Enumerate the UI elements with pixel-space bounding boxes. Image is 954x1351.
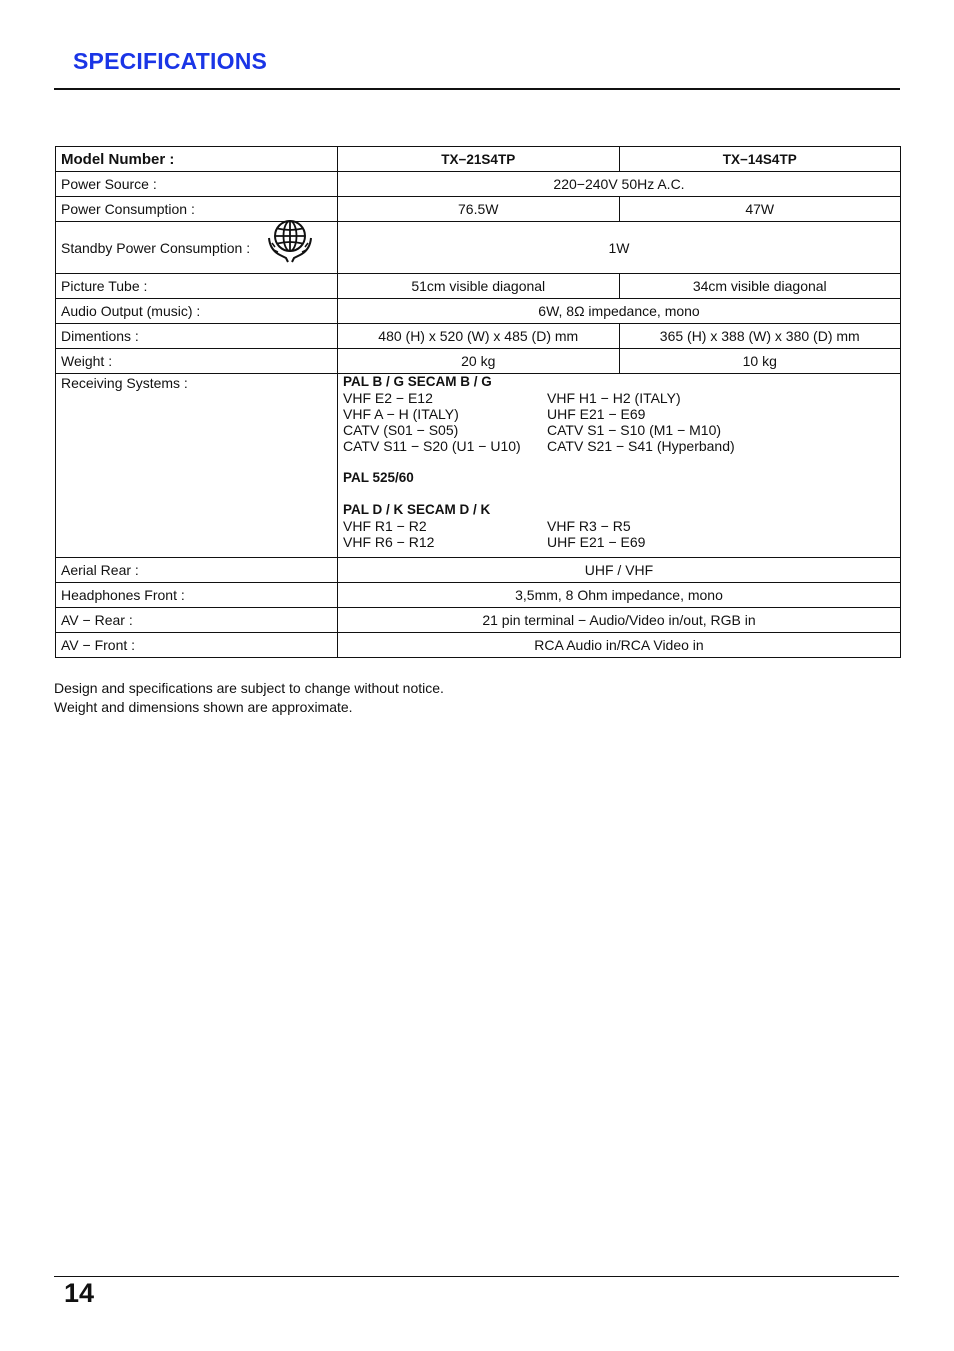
system-entry: CATV S11 − S20 (U1 − U10) bbox=[343, 438, 521, 454]
table-row-standby-power bbox=[56, 222, 901, 274]
system-group-title: PAL 525/60 bbox=[343, 470, 414, 485]
model-number-label: Model Number : bbox=[56, 147, 338, 172]
system-entry: VHF R1 − R2 bbox=[343, 518, 427, 534]
system-entry: VHF E2 − E12 bbox=[343, 390, 433, 406]
weight-label: Weight : bbox=[56, 349, 338, 374]
table-row-power-source bbox=[56, 172, 901, 197]
system-entry: VHF R6 − R12 bbox=[343, 534, 435, 550]
table-row-av-rear bbox=[56, 608, 901, 633]
table-row-weight bbox=[56, 349, 901, 374]
picture-tube-label: Picture Tube : bbox=[56, 274, 338, 299]
note-line: Weight and dimensions shown are approximate. bbox=[54, 699, 353, 715]
page-title: SPECIFICATIONS bbox=[73, 48, 268, 74]
power-consumption-b: 47W bbox=[619, 197, 901, 222]
table-row-picture-tube bbox=[56, 274, 901, 299]
system-row bbox=[343, 422, 895, 438]
standby-power-label: Standby Power Consumption : bbox=[61, 239, 251, 256]
system-entry: VHF R3 − R5 bbox=[547, 518, 631, 534]
dimentions-label: Dimentions : bbox=[56, 324, 338, 349]
dimentions-b: 365 (H) x 388 (W) x 380 (D) mm bbox=[619, 324, 901, 349]
standby-power-cell bbox=[56, 222, 338, 274]
dimentions-a: 480 (H) x 520 (W) x 485 (D) mm bbox=[338, 324, 620, 349]
standby-power-value: 1W bbox=[338, 222, 901, 274]
system-entry: UHF E21 − E69 bbox=[547, 534, 646, 550]
audio-output-label: Audio Output (music) : bbox=[56, 299, 338, 324]
audio-output-value: 6W, 8Ω impedance, mono bbox=[338, 299, 901, 324]
system-entry: VHF A − H (ITALY) bbox=[343, 406, 459, 422]
specifications-table bbox=[55, 146, 901, 658]
table-row-av-front bbox=[56, 633, 901, 658]
table-row-aerial-rear bbox=[56, 558, 901, 583]
headphones-front-value: 3,5mm, 8 Ohm impedance, mono bbox=[338, 583, 901, 608]
av-front-label: AV − Front : bbox=[56, 633, 338, 658]
table-row-audio-output bbox=[56, 299, 901, 324]
system-row bbox=[343, 438, 895, 454]
headphones-front-label: Headphones Front : bbox=[56, 583, 338, 608]
header-rule bbox=[54, 88, 900, 90]
receiving-systems-cell bbox=[56, 374, 338, 558]
table-row-model-number bbox=[56, 147, 901, 172]
model-a-header: TX−21S4TP bbox=[338, 147, 620, 172]
table-row-headphones-front bbox=[56, 583, 901, 608]
note-line: Design and specifications are subject to change without notice. bbox=[54, 680, 444, 696]
power-consumption-a: 76.5W bbox=[338, 197, 620, 222]
globe-in-hands-icon bbox=[266, 216, 314, 264]
picture-tube-a: 51cm visible diagonal bbox=[338, 274, 620, 299]
system-entry: CATV (S01 − S05) bbox=[343, 422, 459, 438]
power-source-label: Power Source : bbox=[56, 172, 338, 197]
av-rear-value: 21 pin terminal − Audio/Video in/out, RGB in bbox=[338, 608, 901, 633]
system-entry: UHF E21 − E69 bbox=[547, 406, 646, 422]
model-b-header: TX−14S4TP bbox=[619, 147, 901, 172]
system-entry: CATV S1 − S10 (M1 − M10) bbox=[547, 422, 722, 438]
weight-b: 10 kg bbox=[619, 349, 901, 374]
power-source-value: 220−240V 50Hz A.C. bbox=[338, 172, 901, 197]
system-group-title: PAL D / K SECAM D / K bbox=[343, 502, 491, 517]
system-row bbox=[343, 390, 895, 406]
system-row bbox=[343, 406, 895, 422]
page-number: 14 bbox=[64, 1278, 95, 1308]
aerial-rear-label: Aerial Rear : bbox=[56, 558, 338, 583]
picture-tube-b: 34cm visible diagonal bbox=[619, 274, 901, 299]
notes bbox=[54, 679, 444, 717]
weight-a: 20 kg bbox=[338, 349, 620, 374]
av-rear-label: AV − Rear : bbox=[56, 608, 338, 633]
table-row-receiving-systems bbox=[56, 374, 901, 558]
system-row bbox=[343, 518, 895, 534]
aerial-rear-value: UHF / VHF bbox=[338, 558, 901, 583]
receiving-systems-value bbox=[338, 374, 901, 558]
power-consumption-label: Power Consumption : bbox=[56, 197, 338, 222]
system-group-title: PAL B / G SECAM B / G bbox=[343, 374, 492, 389]
table-row-power-consumption bbox=[56, 197, 901, 222]
receiving-systems-label: Receiving Systems : bbox=[61, 375, 188, 391]
system-entry: CATV S21 − S41 (Hyperband) bbox=[547, 438, 735, 454]
table-row-dimentions bbox=[56, 324, 901, 349]
av-front-value: RCA Audio in/RCA Video in bbox=[338, 633, 901, 658]
system-entry: VHF H1 − H2 (ITALY) bbox=[547, 390, 681, 406]
footer-rule bbox=[54, 1276, 899, 1277]
system-row bbox=[343, 534, 895, 550]
